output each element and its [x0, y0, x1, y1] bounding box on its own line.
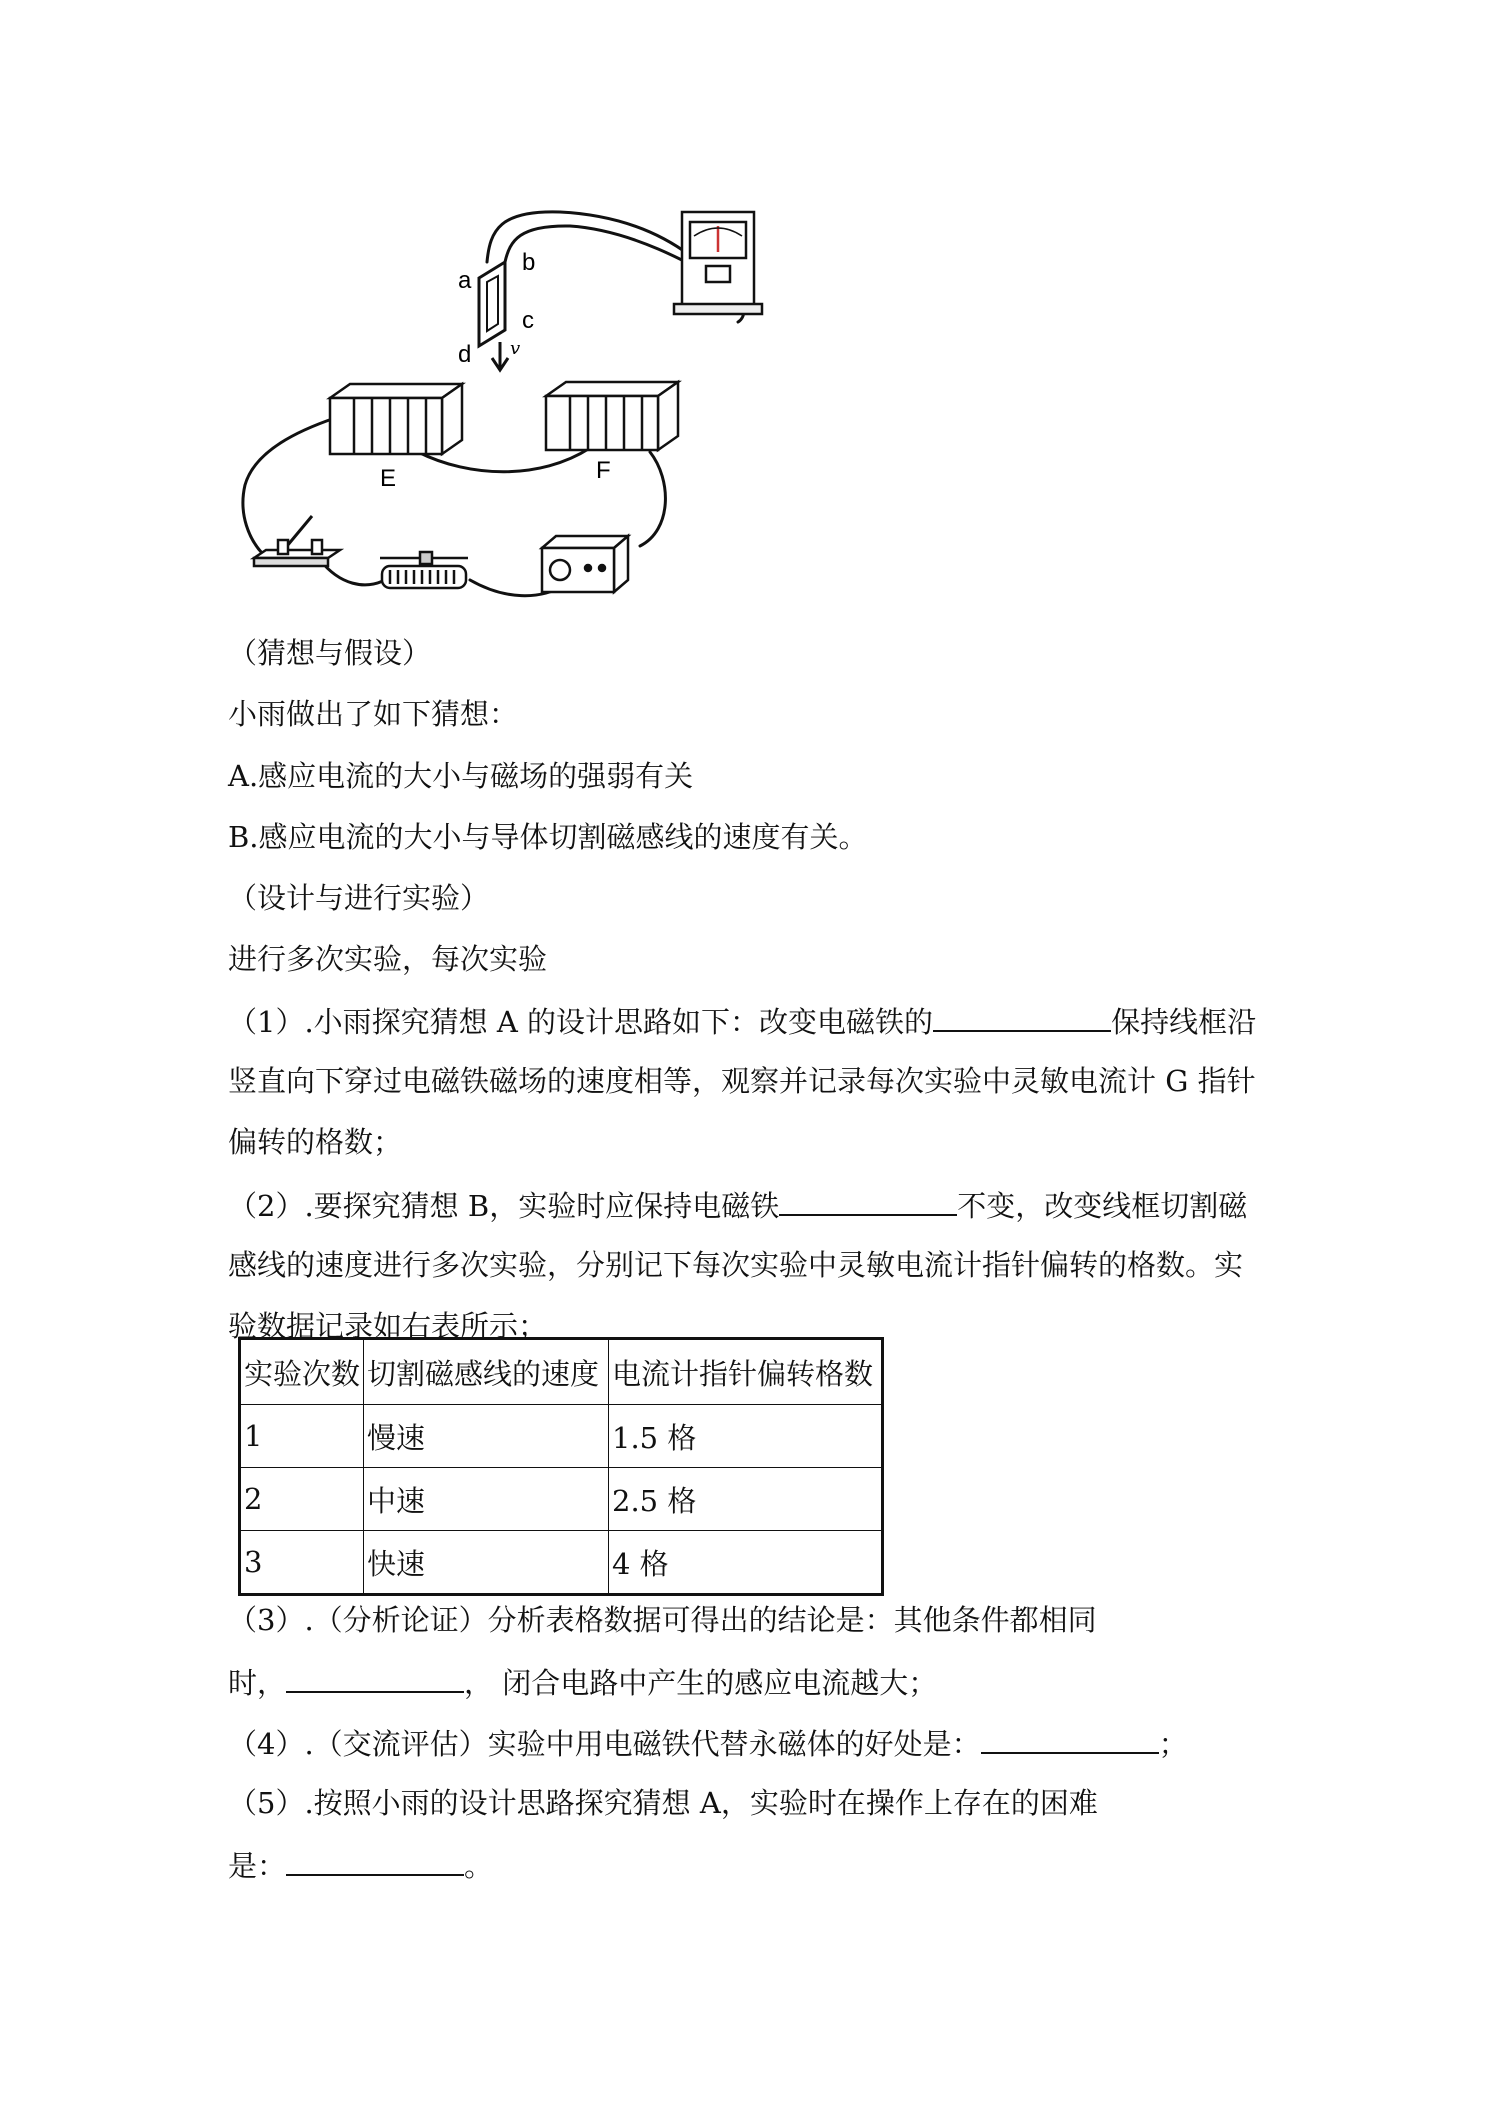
- question-4-line: [228, 1722, 1188, 1764]
- wire-e-to-switch: [243, 418, 335, 553]
- electromagnet-f: [546, 382, 678, 450]
- wire-f-to-power: [640, 452, 665, 546]
- header-deflection: 电流计指针偏转格数: [609, 1339, 883, 1405]
- galvanometer: [674, 212, 762, 314]
- q3-blank[interactable]: [286, 1661, 464, 1693]
- q1-text-2: 保持线框沿: [1111, 1005, 1257, 1039]
- label-v: v: [510, 338, 521, 359]
- question-2-line-2: 感线的速度进行多次实验，分别记下每次实验中灵敏电流计指针偏转的格数。实: [228, 1248, 1244, 1282]
- header-trial: 实验次数: [240, 1339, 364, 1405]
- question-5-line-1: （5）.按照小雨的设计思路探究猜想 A，实验时在操作上存在的困难: [228, 1786, 1098, 1820]
- q2-text-1: （2）.要探究猜想 B，实验时应保持电磁铁: [228, 1189, 780, 1223]
- knife-switch: [254, 516, 340, 566]
- guess-b: B.感应电流的大小与导体切割磁感线的速度有关。: [228, 820, 868, 854]
- question-2-line-1: [228, 1184, 1247, 1226]
- power-supply: [542, 536, 628, 592]
- guess-a: A.感应电流的大小与磁场的强弱有关: [228, 759, 694, 793]
- label-f: F: [596, 457, 611, 484]
- table-row: [240, 1531, 883, 1595]
- q4-text-2: ；: [1158, 1727, 1188, 1761]
- cell-trial: 3: [240, 1531, 364, 1595]
- table-header-row: [240, 1339, 883, 1405]
- question-3-line-2: [228, 1661, 937, 1703]
- rheostat: [380, 552, 468, 588]
- cell-speed: 中速: [364, 1468, 609, 1531]
- q4-blank[interactable]: [981, 1722, 1159, 1754]
- label-d: d: [458, 341, 472, 368]
- question-1-line-3: 偏转的格数；: [228, 1125, 403, 1159]
- hypothesis-heading: （猜想与假设）: [228, 636, 432, 670]
- cell-deflection: 4 格: [609, 1531, 883, 1595]
- question-5-line-2: [228, 1844, 493, 1886]
- cell-speed: 慢速: [364, 1405, 609, 1468]
- cell-deflection: 1.5 格: [609, 1405, 883, 1468]
- q3-text-1: 时，: [228, 1666, 287, 1700]
- label-b: b: [522, 249, 536, 276]
- q1-blank[interactable]: [933, 1000, 1111, 1032]
- question-1-line-1: [228, 1000, 1256, 1042]
- header-speed: 切割磁感线的速度: [364, 1339, 609, 1405]
- q1-text-1: （1）.小雨探究猜想 A 的设计思路如下：改变电磁铁的: [228, 1005, 934, 1039]
- velocity-arrow: [492, 342, 508, 370]
- cell-deflection: 2.5 格: [609, 1468, 883, 1531]
- q2-blank[interactable]: [779, 1184, 957, 1216]
- q5-text-2: 。: [464, 1849, 494, 1883]
- intro-line: 小雨做出了如下猜想：: [228, 697, 519, 731]
- q2-text-2: 不变，改变线框切割磁: [957, 1189, 1248, 1223]
- apparatus-figure: [240, 200, 840, 600]
- label-c: c: [522, 307, 534, 334]
- cell-trial: 1: [240, 1405, 364, 1468]
- q3-text-2: ， 闭合电路中产生的感应电流越大；: [464, 1666, 938, 1700]
- label-e: E: [380, 465, 397, 492]
- multi-experiment-line: 进行多次实验，每次实验: [228, 942, 548, 976]
- question-3-line-1: （3）.（分析论证）分析表格数据可得出的结论是：其他条件都相同: [228, 1603, 1097, 1637]
- q5-text-1: 是：: [228, 1849, 287, 1883]
- q4-text-1: （4）.（交流评估）实验中用电磁铁代替永磁体的好处是：: [228, 1727, 981, 1761]
- wire-switch-to-rheostat: [320, 560, 385, 585]
- electromagnet-e: [330, 384, 462, 454]
- table-row: [240, 1405, 883, 1468]
- label-a: a: [458, 267, 472, 294]
- q5-blank[interactable]: [286, 1844, 464, 1876]
- table-row: [240, 1468, 883, 1531]
- design-heading: （设计与进行实验）: [228, 881, 490, 915]
- question-1-line-2: 竖直向下穿过电磁铁磁场的速度相等，观察并记录每次实验中灵敏电流计 G 指针: [228, 1064, 1256, 1098]
- question-2-line-3: 验数据记录如右表所示；: [228, 1309, 548, 1343]
- cell-trial: 2: [240, 1468, 364, 1531]
- coil: [479, 262, 505, 346]
- cell-speed: 快速: [364, 1531, 609, 1595]
- data-table: [238, 1337, 884, 1596]
